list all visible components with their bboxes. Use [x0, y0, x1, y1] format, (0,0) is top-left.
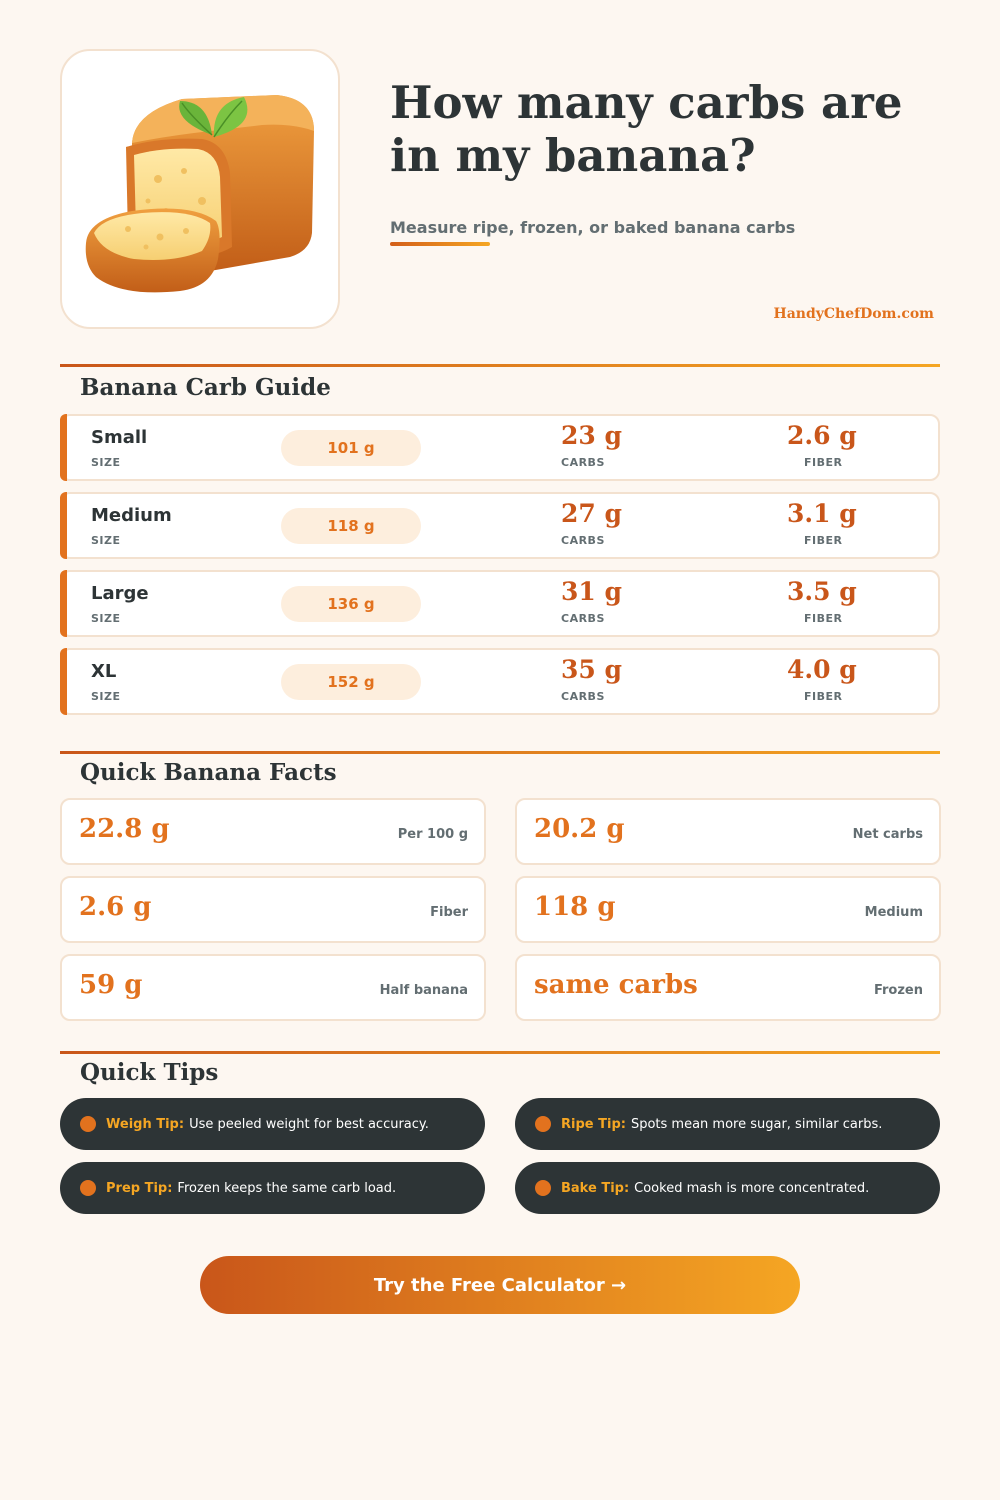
size-caption: SIZE — [91, 612, 121, 625]
section-divider — [60, 1051, 940, 1054]
tip-text: Cooked mash is more concentrated. — [634, 1180, 870, 1196]
fact-card — [515, 954, 941, 1021]
tip-pill — [60, 1162, 485, 1214]
try-calculator-button[interactable]: Try the Free Calculator → — [200, 1256, 800, 1314]
fact-label: Frozen — [873, 983, 923, 998]
fiber-caption: FIBER — [804, 534, 843, 547]
fact-value: 22.8 g — [79, 814, 170, 844]
fact-label: Per 100 g — [397, 827, 468, 842]
size-caption: SIZE — [91, 534, 121, 547]
tip-text: Use peeled weight for best accuracy. — [189, 1116, 429, 1132]
fact-card — [515, 876, 941, 943]
fiber-caption: FIBER — [804, 612, 843, 625]
guide-row-large — [60, 570, 940, 637]
guide-section-title: Banana Carb Guide — [80, 374, 331, 401]
page-subtitle: Measure ripe, frozen, or baked banana carbs — [390, 218, 796, 237]
fact-label: Half banana — [379, 983, 468, 998]
size-name: Large — [91, 583, 149, 604]
fact-value: 20.2 g — [534, 814, 625, 844]
section-divider — [60, 751, 940, 754]
carbs-caption: CARBS — [561, 534, 605, 547]
fact-card — [60, 876, 486, 943]
row-accent-bar — [60, 414, 67, 481]
tip-key: Ripe Tip: — [561, 1116, 626, 1132]
section-divider — [60, 364, 940, 367]
tip-pill — [60, 1098, 485, 1150]
facts-section-title: Quick Banana Facts — [80, 759, 337, 786]
carbs-value: 27 g — [561, 499, 622, 528]
brand-link[interactable]: HandyChefDom.com — [773, 306, 934, 322]
tip-text: Frozen keeps the same carb load. — [177, 1180, 397, 1196]
fact-label: Medium — [864, 905, 923, 920]
carbs-caption: CARBS — [561, 612, 605, 625]
bullet-dot-icon — [535, 1180, 551, 1196]
tip-pill — [515, 1098, 940, 1150]
size-name: Small — [91, 427, 148, 448]
tips-section-title: Quick Tips — [80, 1059, 219, 1086]
size-caption: SIZE — [91, 456, 121, 469]
size-caption: SIZE — [91, 690, 121, 703]
banana-bread-loaf-icon — [62, 51, 338, 327]
fiber-value: 2.6 g — [787, 421, 857, 450]
bullet-dot-icon — [535, 1116, 551, 1132]
fact-label: Net carbs — [852, 827, 923, 842]
weight-badge: 136 g — [281, 586, 421, 622]
carbs-caption: CARBS — [561, 456, 605, 469]
guide-row-medium — [60, 492, 940, 559]
weight-badge: 152 g — [281, 664, 421, 700]
fiber-value: 3.5 g — [787, 577, 857, 606]
weight-badge: 101 g — [281, 430, 421, 466]
fact-card — [515, 798, 941, 865]
weight-badge: 118 g — [281, 508, 421, 544]
fact-value: 2.6 g — [79, 892, 152, 922]
hero-image-card — [60, 49, 340, 329]
fact-label: Fiber — [430, 905, 468, 920]
guide-row-small — [60, 414, 940, 481]
page-title: How many carbs are in my banana? — [390, 76, 903, 182]
bullet-dot-icon — [80, 1180, 96, 1196]
size-name: XL — [91, 661, 117, 682]
fact-value: 59 g — [79, 970, 143, 1000]
carbs-value: 23 g — [561, 421, 622, 450]
tip-key: Bake Tip: — [561, 1180, 630, 1196]
fiber-value: 3.1 g — [787, 499, 857, 528]
size-name: Medium — [91, 505, 172, 526]
fact-card — [60, 798, 486, 865]
fiber-caption: FIBER — [804, 690, 843, 703]
tip-key: Prep Tip: — [106, 1180, 173, 1196]
fact-value: same carbs — [534, 970, 698, 1000]
carbs-caption: CARBS — [561, 690, 605, 703]
carbs-value: 35 g — [561, 655, 622, 684]
row-accent-bar — [60, 648, 67, 715]
tip-pill — [515, 1162, 940, 1214]
tip-key: Weigh Tip: — [106, 1116, 185, 1132]
fact-card — [60, 954, 486, 1021]
fiber-caption: FIBER — [804, 456, 843, 469]
fact-value: 118 g — [534, 892, 616, 922]
tip-text: Spots mean more sugar, similar carbs. — [630, 1116, 883, 1132]
row-accent-bar — [60, 492, 67, 559]
carbs-value: 31 g — [561, 577, 622, 606]
guide-row-xl — [60, 648, 940, 715]
bullet-dot-icon — [80, 1116, 96, 1132]
fiber-value: 4.0 g — [787, 655, 857, 684]
row-accent-bar — [60, 570, 67, 637]
subtitle-underline — [390, 242, 490, 246]
